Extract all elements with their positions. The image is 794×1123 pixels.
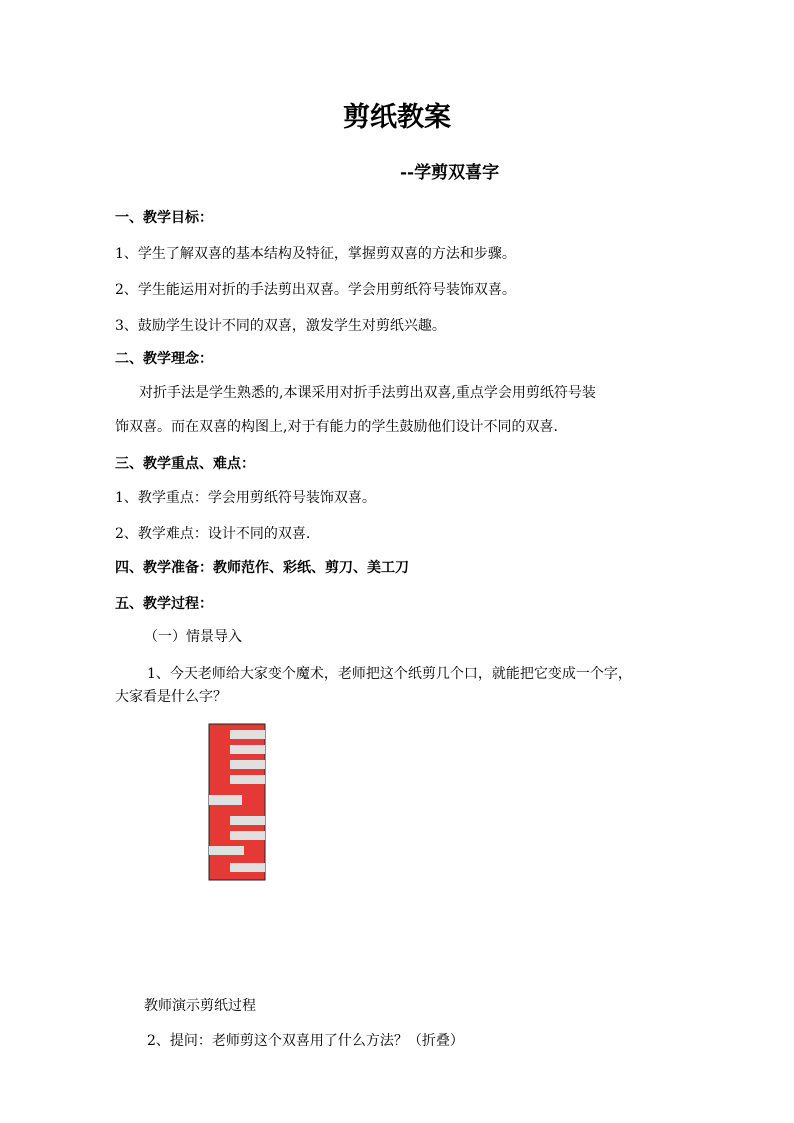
cut-slot <box>230 730 265 739</box>
process-step1-line2: 大家看是什么字？ <box>115 689 227 705</box>
cut-slot <box>230 760 265 769</box>
concept-line-2: 饰双喜。而在双喜的构图上,对于有能力的学生鼓励他们设计不同的双喜. <box>115 419 558 435</box>
process-demo: 教师演示剪纸过程 <box>144 998 256 1014</box>
cut-slot <box>230 831 265 840</box>
folded-paper-figure <box>208 723 268 883</box>
cut-slot <box>209 795 242 805</box>
section-heading-key-points: 三、教学重点、难点： <box>115 456 255 472</box>
key-point-2: 2、教学难点：设计不同的双喜. <box>115 526 311 542</box>
goal-item-1: 1、学生了解双喜的基本结构及特征，掌握剪双喜的方法和步骤。 <box>115 246 516 262</box>
concept-line-1: 对折手法是学生熟悉的,本课采用对折手法剪出双喜,重点学会用剪纸符号装 <box>139 385 596 401</box>
process-step1-line1: 1、今天老师给大家变个魔术，老师把这个纸剪几个口，就能把它变成一个字， <box>147 666 632 682</box>
section-heading-process: 五、教学过程： <box>115 596 213 612</box>
page-title: 剪纸教案 <box>343 102 451 133</box>
cut-slot <box>209 846 244 855</box>
section-heading-concept: 二、教学理念： <box>115 351 213 367</box>
cut-slot <box>230 816 265 825</box>
key-point-1: 1、教学重点：学会用剪纸符号装饰双喜。 <box>115 490 376 506</box>
goal-item-2: 2、学生能运用对折的手法剪出双喜。学会用剪纸符号装饰双喜。 <box>115 282 516 298</box>
cut-slot <box>230 775 265 784</box>
process-sub-heading: （一）情景导入 <box>144 629 242 645</box>
process-step2: 2、提问：老师剪这个双喜用了什么方法？（折叠） <box>147 1033 464 1049</box>
section-heading-goals: 一、教学目标： <box>115 210 213 226</box>
cut-slot <box>230 863 265 872</box>
goal-item-3: 3、鼓励学生设计不同的双喜，激发学生对剪纸兴趣。 <box>115 318 446 334</box>
cut-slot <box>230 745 265 754</box>
page-subtitle: --学剪双喜字 <box>400 163 500 183</box>
section-heading-preparation: 四、教学准备：教师范作、彩纸、剪刀、美工刀 <box>115 560 409 576</box>
